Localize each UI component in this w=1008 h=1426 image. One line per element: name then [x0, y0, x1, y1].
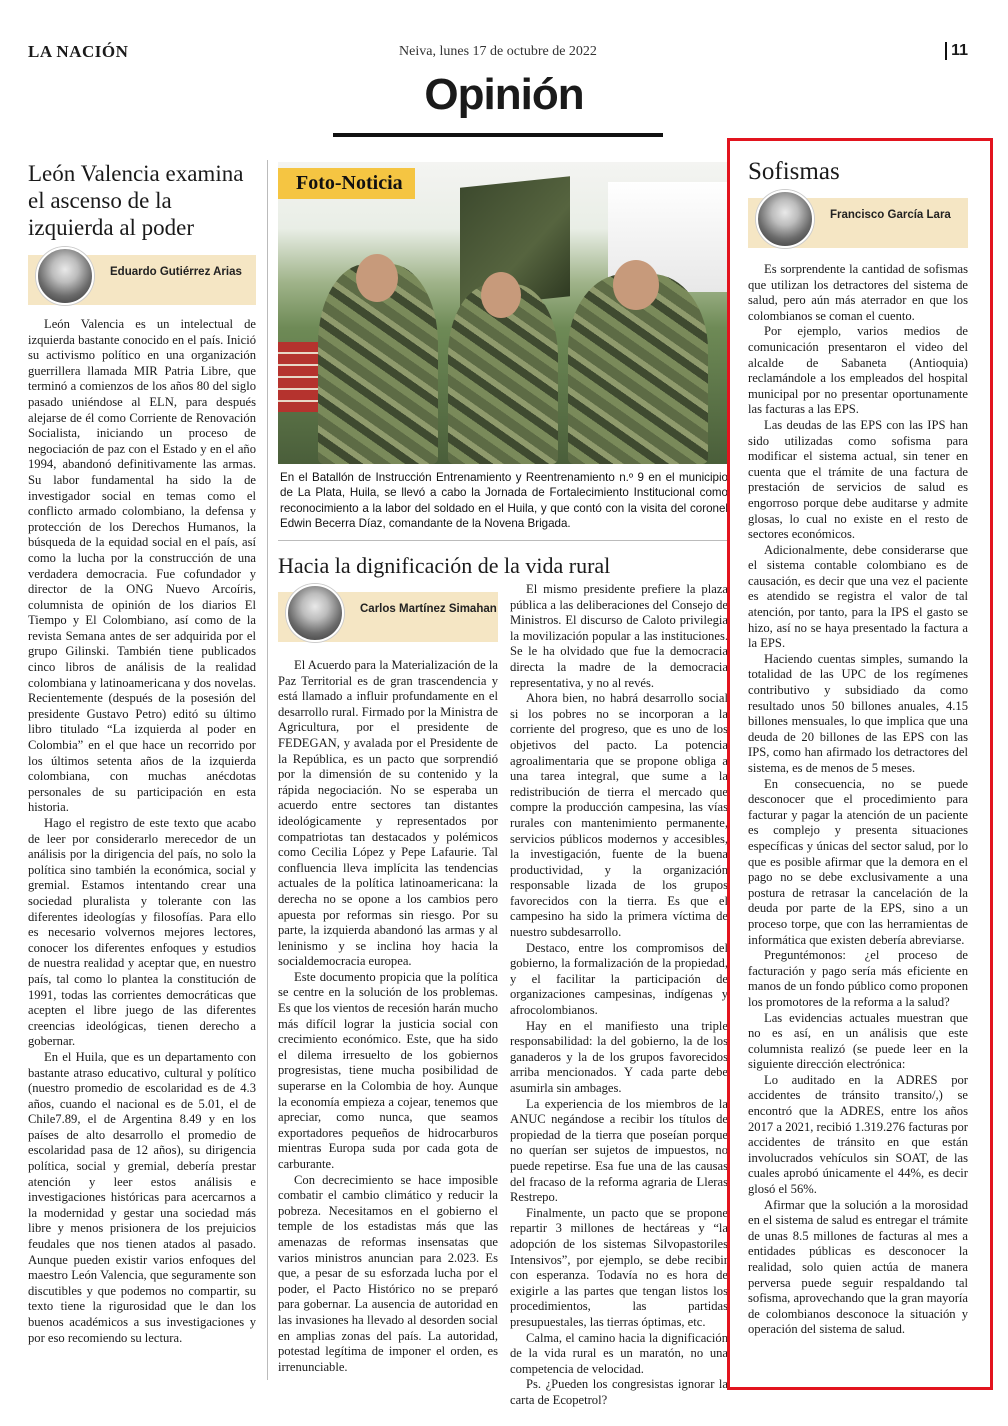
author-name: Francisco García Lara — [830, 209, 951, 221]
paragraph: Es sorprendente la cantidad de sofismas que utilizan los detractores del sistema de salud, pero aún más aterrador en que los colombianos se coman el cuento. — [748, 262, 968, 323]
paragraph: El Acuerdo para la Materialización de la Paz Territorial es de gran trascendencia y está llamado a influir profundamente en el desarrollo rural. Firmado por la Ministra de Agricultura, por el presidente de FEDEGAN, y avalada por el Presidente de la República, es un pacto que sorprendió por la dimensión de su contenido y la rápida negociación. No se esperaba un acuerdo entre sectores tan distantes ideológicamente y representados por compatriotas tan destacados y polémicos como Cecilia López y Pepe Lafaurie. Tal confluencia lleva implícita las tendencias actuales de la política latinoamericana: la derecha no se opone a los cambios pero apuesta por reformas sin riesgo. Por su parte, la izquierda abandonó las armas y al leninismo y se inclina hoy hacia la socialdemocracia europea. — [278, 658, 498, 969]
article-body-col-b — [510, 582, 728, 1408]
paragraph: Afirmar que la solución a la morosidad en el sistema de salud es entregar el trámite de unas 8.5 millones de facturas al mes a entidades públicas es desconocer la realidad, solo quien actúa de manera perversa puede seguir respaldando tal sofisma, aprovechando que la gran mayoría de colombianos desconoce la situación y operación del sistema de salud. — [748, 1197, 968, 1337]
paragraph: En consecuencia, no se puede desconocer que el procedimiento para facturar y pagar la atención de un paciente es complejo y presenta situaciones específicas y únicas del sector salud, por lo que es posible afirmar que la demora en el pago no se debe exclusivamente a una postura de retrasar la cancelación de la deuda por parte de la EPS, sino a un proceso torpe, que con las herramientas de informática que existen debería abreviarse. — [748, 776, 968, 947]
paragraph: En el Huila, que es un departamento con bastante atraso educativo, cultural y político (nuestro promedio de escolaridad es de 4.3 años, cuando el nacional es de 5.01, el de Chile7.89, el de Argentina 8.49 y en los países de alto desarrollo el promedio de escolaridad pasa de 12 años), su dirigencia política, social y gremial, debería prestar atención y leer estos análisis e investigaciones históricas para acercarnos a la modernidad y gestar una sociedad más libre y menos prisionera de los prejuicios feudales que nos tienen atados al pasado. Aunque pueden existir varios enfoques del maestro León Valencia, que seguramente son discutibles y que podemos no compartir, su texto tiene la rigurosidad que le dan los buenos académicos a sus investigaciones y por eso recomiendo su lectura. — [28, 1049, 256, 1345]
paragraph: El mismo presidente prefiere la plaza pública a las deliberaciones del Consejo de Ministros. El discurso de Caloto privilegia la movilización popular a las instituciones. Se le ha olvidado que fue la democracia directa la madre de la democracia representativa, y no al revés. — [510, 582, 728, 690]
paragraph: Hago el registro de este texto que acabo de leer por considerarlo merecedor de un análisis por la dirigencia del país, no solo la política sino también la económica, social y gremial. Estamos intentando crear una sociedad pluralista y tolerante con las diferentes ideologías y filosofías. Para ello es necesario volvernos mejores lectores, conocer los diferentes enfoques y estudios de nuestra realidad y aceptar que, en nuestro país, tal como lo plantea la constitución de 1991, todas las corrientes democráticas que acepten el libre juego de las diferentes creencias ideológicas, tienen derecho a gobernar. — [28, 816, 256, 1049]
photo-soldier-head — [481, 272, 521, 318]
dateline: Neiva, lunes 17 de octubre de 2022 — [399, 44, 597, 59]
paragraph: Las evidencias actuales muestran que no es así, en un análisis que este columnista realizó (se puede leer en la siguiente dirección electrónica: — [748, 1010, 968, 1072]
photo-soldier-head — [613, 260, 659, 310]
newspaper-logo[interactable]: LA NACIÓN — [28, 42, 129, 61]
article-headline: Hacia la dignificación de la vida rural — [278, 553, 611, 578]
photo-caption: En el Batallón de Instrucción Entrenamiento y Reentrenamiento n.º 9 en el municipio de La Plata, Huila, se llevó a cabo la Jornada de Fortalecimiento Institucional como reconocimiento a la labor del soldado en el Huila, y que contó con la visita del coronel Edwin Becerra Díaz, comandante de la Novena Brigada. — [280, 471, 728, 531]
photo-soldier-head — [356, 254, 398, 302]
article-vida-rural-header — [278, 552, 728, 579]
author-byline — [748, 198, 968, 248]
author-byline — [278, 592, 498, 642]
section-divider — [278, 540, 728, 541]
foto-noticia-tag: Foto-Noticia — [278, 168, 415, 199]
paragraph: Ahora bien, no habrá desarrollo social si los pobres no se incorporan a la corriente del progreso, que es uno de los objetivos del pacto. La potencia agroalimentaria que se propone obliga a una tarea integral, que sume a la redistribución de tierra el mercado que compre la producción campesina, las vías rurales con mantenimiento permanente, servicios públicos modernos y accesibles, la investigación, fuente de la buena productividad, y la organización responsable lizada de los grupos favorecidos con la tierra. Es que el campesino ha sido la primera víctima de nuestro subdesarrollo. — [510, 691, 728, 940]
author-avatar — [286, 584, 344, 642]
column-divider — [267, 160, 268, 1380]
news-photo[interactable] — [278, 162, 728, 464]
author-byline-box — [278, 592, 498, 642]
page-number: 11 — [945, 42, 968, 60]
paragraph: Este documento propicia que la política se centre en la solución de los problemas. Es que los vientos de recesión harán mucho más difícil lograr la justicia social con crecimiento económico. Este, que ha sido el dilema irresuelto de los gobiernos progresistas, tiene mucha posibilidad de superarse en la Colombia de hoy. Aunque la economía empieza a cojear, tenemos que apreciar, como nunca, que seamos exportadores pequeños de hidrocarburos mientras Europa suda por cada gota de carburante. — [278, 969, 498, 1171]
section-rule — [333, 133, 663, 137]
paragraph: Ps. ¿Pueden los congresistas ignorar la carta de Ecopetrol? — [510, 1377, 728, 1407]
paragraph: Finalmente, un pacto que se propone repartir 3 millones de hectáreas y “la adopción de los sistemas Silvopastoriles Intensivos”, por ejemplo, se debe recibir con esperanza. Todavía no es hora de exigirle a las partes que tengan listos los procedimientos, las partidas presupuestales, las tierras óptimas, etc. — [510, 1205, 728, 1329]
author-name: Eduardo Gutiérrez Arias — [110, 266, 242, 278]
article-headline: Sofismas — [748, 158, 840, 185]
article-body-col-a — [278, 658, 498, 1375]
paragraph: Adicionalmente, debe considerarse que el sistema contable colombiano es de causación, es decir que una vez el paciente es atendido se registra el valor de tal atención, por tanto, para la IPS el gasto se hizo, así no se haya presentado la factura a la EPS. — [748, 542, 968, 651]
author-avatar — [756, 190, 814, 248]
paragraph: Lo auditado en la ADRES por accidentes de tránsito transito/,) se encontró que la ADRES, entre los años 2017 a 2021, recibió 1.319.276 facturas por accidentes de tránsito en que están involucrados vehículos sin SOAT, de las cuales aprobó únicamente el 44%, es decir glosó el 56%. — [748, 1072, 968, 1197]
paragraph: León Valencia es un intelectual de izquierda bastante conocido en el país. Inició su activismo político en una organización guerrillera llamada MIR Patria Libre, que terminó a comienzos de los años 80 del siglo pasado uniéndose al ELN, para después alejarse de él como Corriente de Renovación Socialista, iniciando un proceso de negociación de paz con el Estado y en el año 1994, abandonó definitivamente las armas. Su labor fundamental ha sido la de investigador social en temas como el conflicto armado colombiano, la defensa y protección de los Derechos Humanos, la búsqueda de la equidad social en el país, así como la lucha por la construcción de una verdadera democracia. Fue cofundador y director de la ONG Nuevo Arcoíris, columnista de opinión de los diarios El Tiempo y El Colombiano, así como de la revista Semana antes de ser adquirida por el grupo Gilinski. También tiene publicados cinco libros de análisis de la realidad colombiana y latinoamericana y dos novelas. Recientemente (después de la posesión del presidente Gustavo Petro) editó su último libro titulado “La izquierda al poder en Colombia” en el que hace un recorrido por los últimos setenta años de la izquierda colombiana, con muchas anécdotas personales de su participación en esta historia. — [28, 317, 256, 815]
paragraph: Hay en el manifiesto una triple responsabilidad: la del gobierno, la de los ganaderos y la de los grupos favorecidos arriba mencionados. Y cada parte debe asumirla sin ambages. — [510, 1018, 728, 1095]
article-body — [28, 317, 256, 1346]
author-byline — [28, 255, 256, 305]
paragraph: Destaco, entre los compromisos del gobierno, la formalización de la propiedad, y el facilitar la participación de organizaciones campesinas, indígenas y afrocolombianos. — [510, 940, 728, 1018]
paragraph: Haciendo cuentas simples, sumando la totalidad de las UPC de los regímenes contributivo y subsidiado da como resultado unos 50 billones anuales, 4.15 billones mensuales, lo que implica que una deuda de 20 billones de las EPS con las IPS, como han afirmado los detractores del sistema, es de menos de 5 meses. — [748, 651, 968, 775]
article-sofismas — [748, 158, 968, 1338]
paragraph: Preguntémonos: ¿el proceso de facturación y pago sería más eficiente en manos de un fondo público como proponen los promotores de la reforma a la salud? — [748, 948, 968, 1009]
author-avatar — [36, 247, 94, 305]
article-headline: León Valencia examina el ascenso de la izquierda al poder — [28, 161, 244, 240]
section-title: Opinión — [424, 70, 584, 119]
masthead — [28, 42, 968, 66]
article-body — [748, 262, 968, 1338]
paragraph: Calma, el camino hacia la dignificación de la vida rural es un maratón, no una competencia de velocidad. — [510, 1330, 728, 1376]
paragraph: Las deudas de las EPS con las IPS han sido utilizadas como sofisma para modificar el sistema actual, sin tener en cuenta que el trámite de una factura de prestación de servicios de salud es engorroso porque debe auditarse y admite glosas, lo cual no existe en el resto de sectores económicos. — [748, 417, 968, 542]
paragraph: La experiencia de los miembros de la ANUC negándose a recibir los títulos de propiedad de la tierra que poseían porque no querían ser sujetos de impuestos, no puede repetirse. Esa fue una de las causas del fracaso de la reforma agraria de Lleras Restrepo. — [510, 1096, 728, 1205]
author-name: Carlos Martínez Simahan — [360, 603, 497, 615]
paragraph: Por ejemplo, varios medios de comunicación presentaron el video del alcalde de Sabaneta (Antioquia) reclamándole a los empleados del hospital municipal por no presentar oportunamente las facturas a las EPS. — [748, 324, 968, 417]
paragraph: Con decrecimiento se hace imposible combatir el cambio climático y reducir la pobreza. Necesitamos en el gobierno el temple de los estadistas más que las amenazas de reformas insensatas que varios ministros anuncian para 2.023. Es que, a pesar de su esforzada lucha por el poder, el Pacto Histórico no se preparó para gobernar. La ausencia de autoridad en las invasiones ha llevado al desorden social en amplias zonas del país. La autoridad, potestad legítima de imponer el orden, es irrenunciable. — [278, 1172, 498, 1374]
article-leon-valencia — [28, 160, 256, 1346]
foto-noticia — [278, 162, 728, 532]
